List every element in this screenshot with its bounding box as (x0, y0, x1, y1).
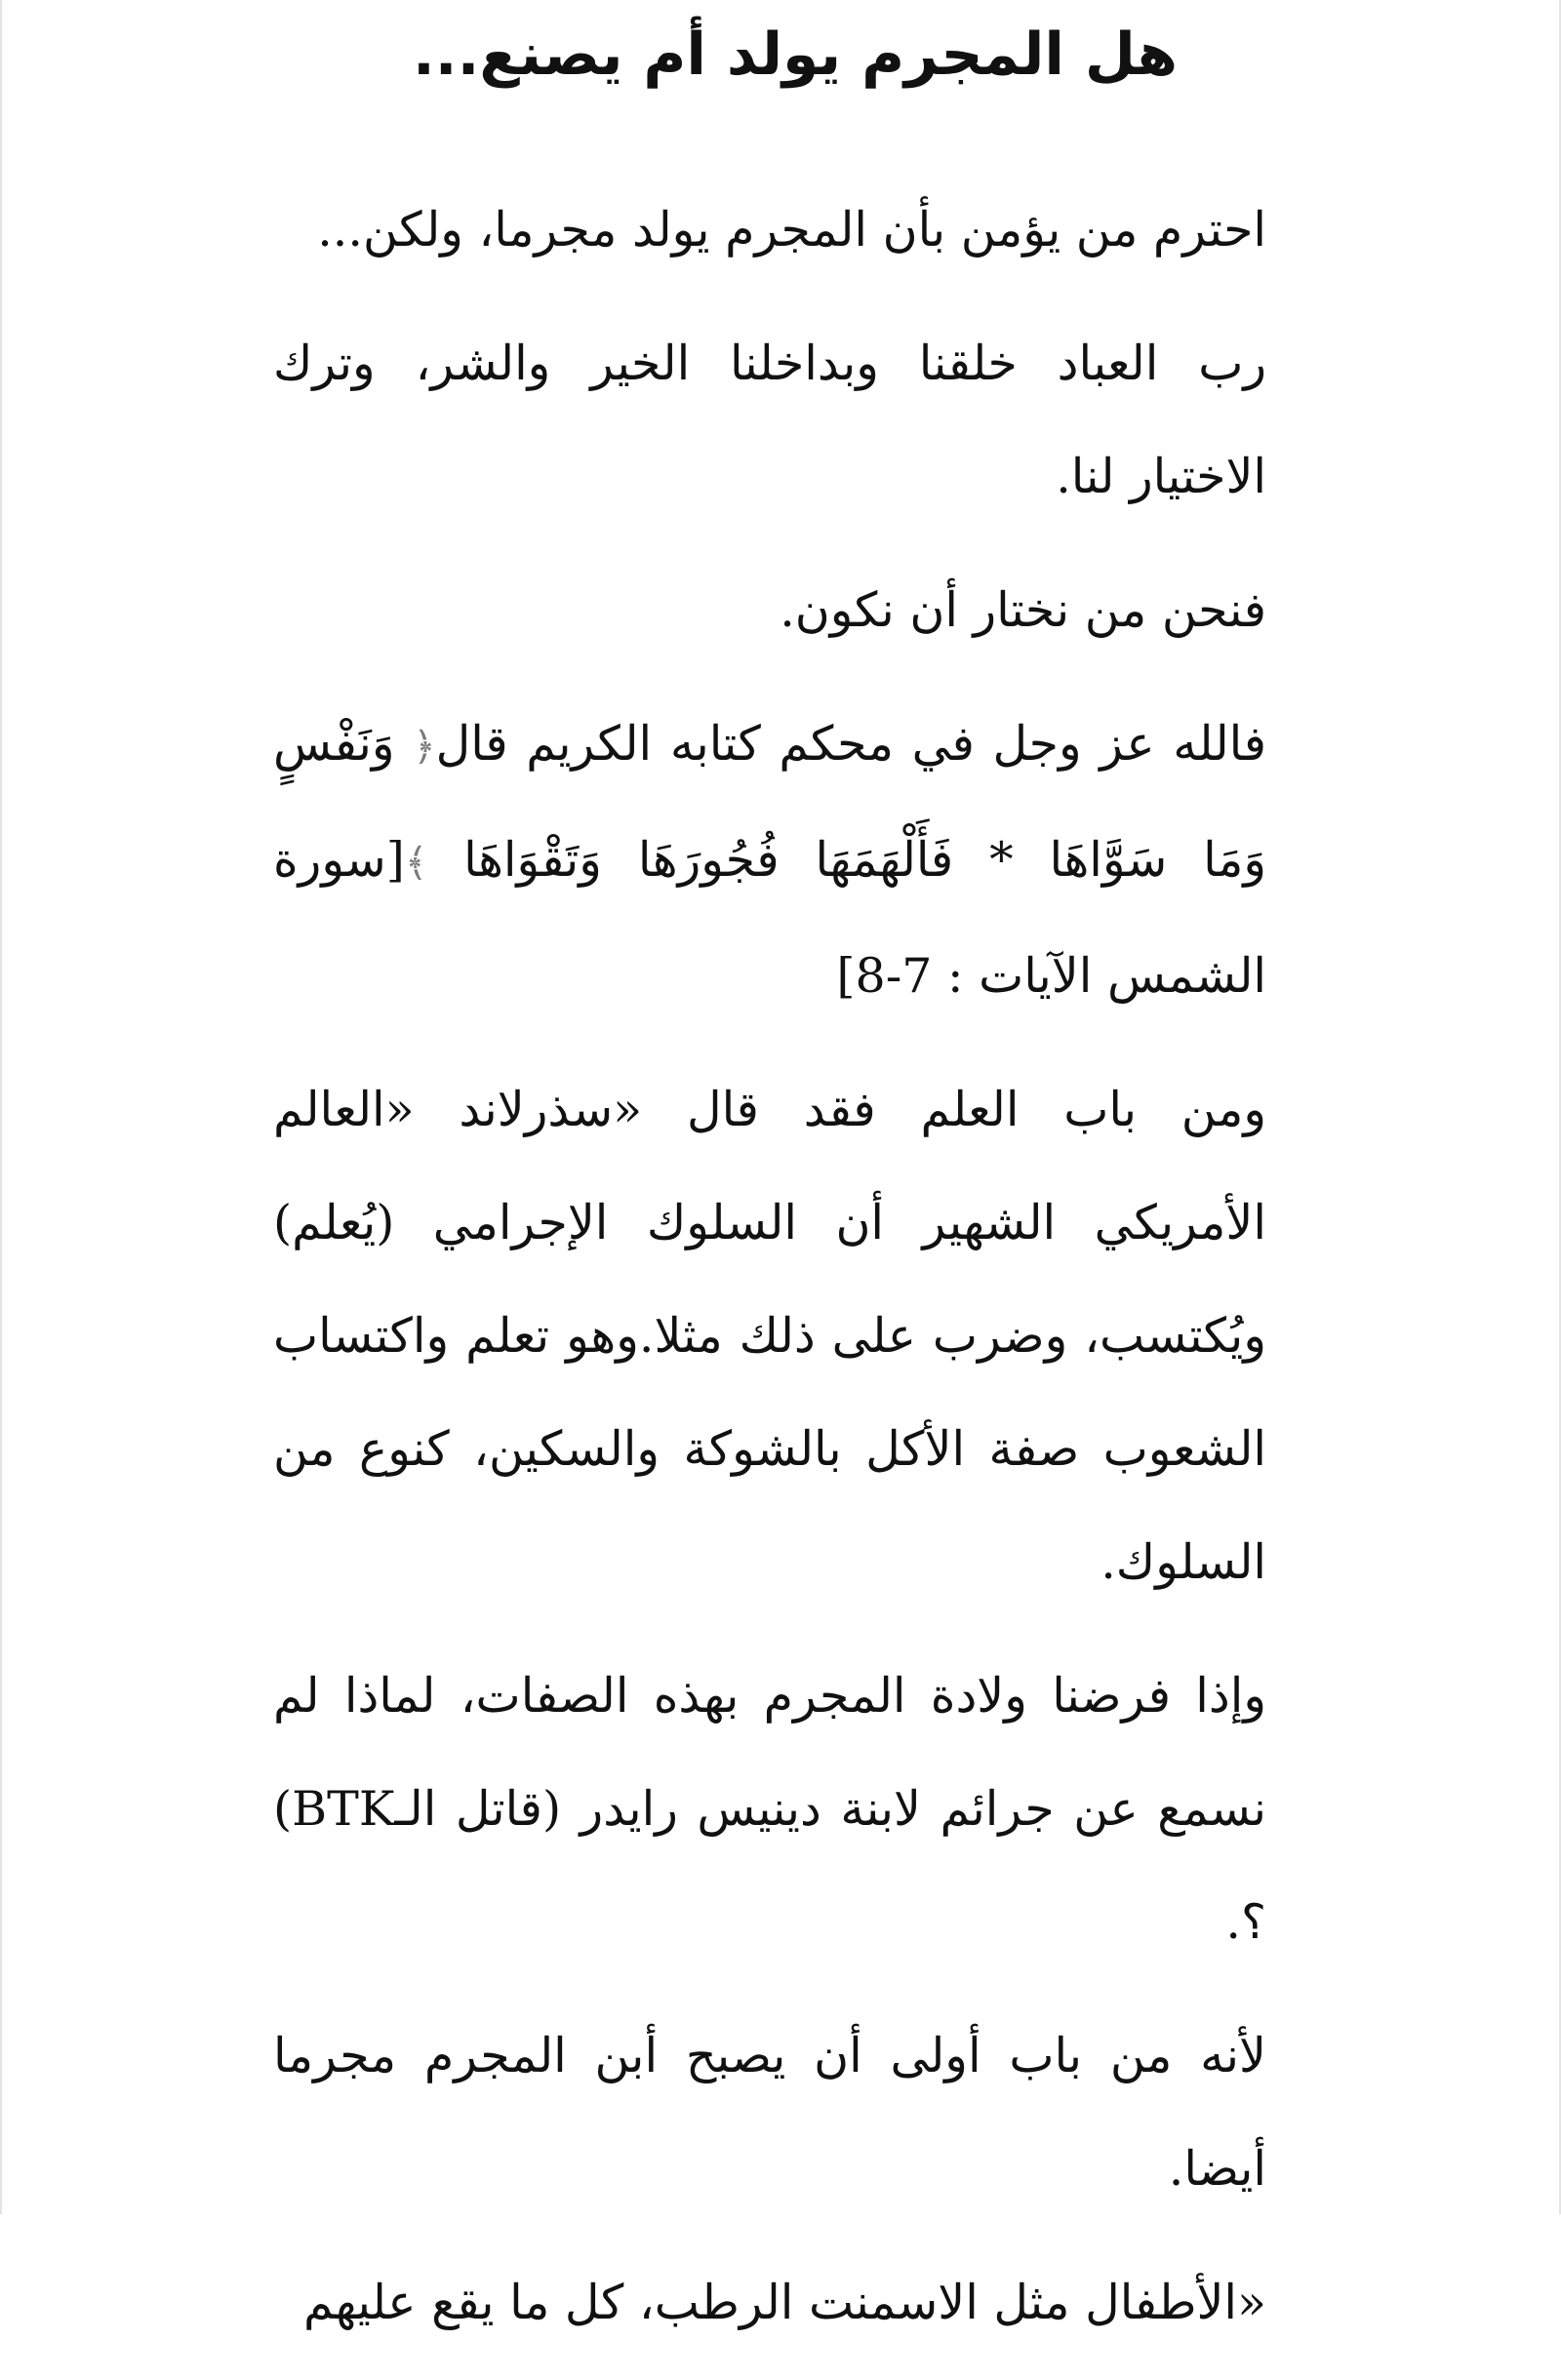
paragraph-8: «الأطفال مثل الاسمنت الرطب، كل ما يقع عليهم (303, 2275, 1266, 2330)
page-title: هل المجرم يولد أم يصنع... (413, 20, 1178, 89)
quran-verse: وَنَفْسٍ وَمَا سَوَّاهَا * فَأَلْهَمَهَا فُجُورَهَا وَتَقْوَاهَا (273, 716, 1266, 888)
quran-open-bracket: ﴿ (413, 725, 436, 770)
paragraph-1: احترم من يؤمن بأن المجرم يولد مجرما، ولكن... (317, 202, 1266, 258)
document-body (273, 174, 1300, 2380)
paragraph-4-quran-quote (273, 688, 1300, 1033)
paragraph-5: ومن باب العلم فقد قال «سذرلاند «العالم الأمريكي الشهير أن السلوك الإجرامي (يُعلم) ويُكتسب، وضرب على ذلك مثلا.وهو تعلم واكتساب الشعوب صفة الأكل بالشوكة والسكين، كنوع من السلوك. (273, 1082, 1266, 1590)
paragraph-2: رب العباد خلقنا وبداخلنا الخير والشر، وترك الاختيار لنا. (273, 336, 1266, 504)
paragraph-3: فنحن من نختار أن نكون. (780, 582, 1266, 638)
paragraph-6: وإذا فرضنا ولادة المجرم بهذه الصفات، لماذا لم نسمع عن جرائم لابنة دينيس رايدر (قاتل الـBTK) ؟. (273, 1668, 1266, 1950)
paragraph-7: لأنه من باب أولى أن يصبح أبن المجرم مجرما أيضا. (273, 2028, 1266, 2197)
quran-close-bracket: ﴾ (404, 841, 428, 886)
verse-reference: [سورة الشمس الآيات : 7-8] (273, 832, 1266, 1004)
quote-intro: فالله عز وجل في محكم كتابه الكريم قال (435, 716, 1266, 772)
